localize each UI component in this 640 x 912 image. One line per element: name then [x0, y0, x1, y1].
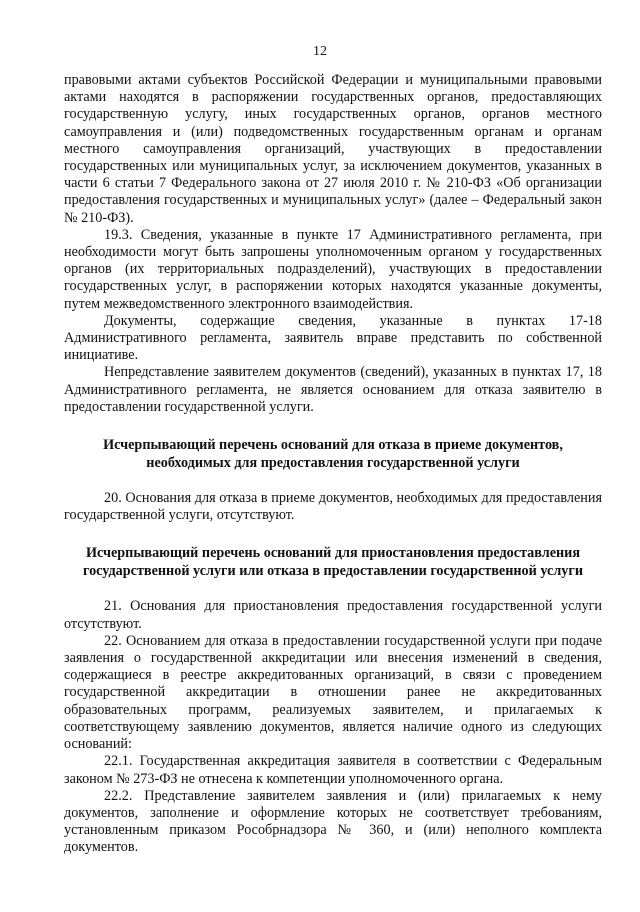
paragraph-22-1: 22.1. Государственная аккредитация заявителя в соответствии с Федеральным законом № 273-ФЗ не отнесена к компетенции уполномоченного органа.: [64, 753, 602, 787]
intro-paragraph: правовыми актами субъектов Российской Федерации и муниципальными правовыми актами находятся в распоряжении государственных органов, предоставляющих государственную услугу, иных государственных органов, органов местного самоуправления и (или) подведомственных государственным органам и органам местного самоуправления организаций, участвующих в предоставлении государственных или муниципальных услуг, за исключением документов, указанных в части 6 статьи 7 Федерального закона от 27 июля 2010 г. № 210-ФЗ «Об организации предоставления государственных и муниципальных услуг» (далее – Федеральный закон № 210-ФЗ).: [64, 72, 602, 226]
paragraph-19-3: 19.3. Сведения, указанные в пункте 17 Административного регламента, при необходимости могут быть запрошены уполномоченным органом у государственных органов (их территориальных подразделений), участвующих в предоставлении государственных услуг, в распоряжении которых находятся указанные документы, путем межведомственного электронного взаимодействия.: [64, 226, 602, 312]
paragraph-21: 21. Основания для приостановления предоставления государственной услуги отсутствуют.: [64, 598, 602, 632]
paragraph-20: 20. Основания для отказа в приеме документов, необходимых для предоставления государственной услуги, отсутствуют.: [64, 490, 602, 524]
paragraph-non-submission: Непредставление заявителем документов (сведений), указанных в пунктах 17, 18 Административного регламента, не является основанием для отказа заявителю в предоставлении государственной услуги.: [64, 364, 602, 415]
paragraph-22-2: 22.2. Представление заявителем заявления и (или) прилагаемых к нему документов, заполнение и оформление которых не соответствует требованиям, установленным приказом Рособрнадзора № 360, и (или) неполного комплекта документов.: [64, 787, 602, 856]
spacer: [64, 472, 602, 490]
heading-refusal-documents: Исчерпывающий перечень оснований для отказа в приеме документов, необходимых для предоставления государственной услуги: [103, 437, 563, 472]
paragraph-documents: Документы, содержащие сведения, указанные в пунктах 17-18 Административного регламента, заявитель вправе представить по собственной инициативе.: [64, 312, 602, 364]
spacer: [64, 580, 602, 598]
spacer: [64, 416, 602, 436]
spacer: [64, 524, 602, 544]
paragraph-22: 22. Основанием для отказа в предоставлении государственной услуги при подаче заявления о государственной аккредитации или внесения изменений в сведения, содержащиеся в реестре аккредитованных организаций, в связи с проведением государственной аккредитации в отношении ранее не аккредитованных образовательных программ, реализуемых заявителем, и прилагаемых к соответствующему заявлению документов, является наличие одного из следующих оснований:: [64, 632, 602, 753]
document-body: [64, 72, 602, 857]
heading-suspension-refusal: Исчерпывающий перечень оснований для приостановления предоставления государственной услуги или отказа в предоставлении государственной услуги: [83, 545, 583, 580]
page-number: 12: [313, 44, 327, 59]
